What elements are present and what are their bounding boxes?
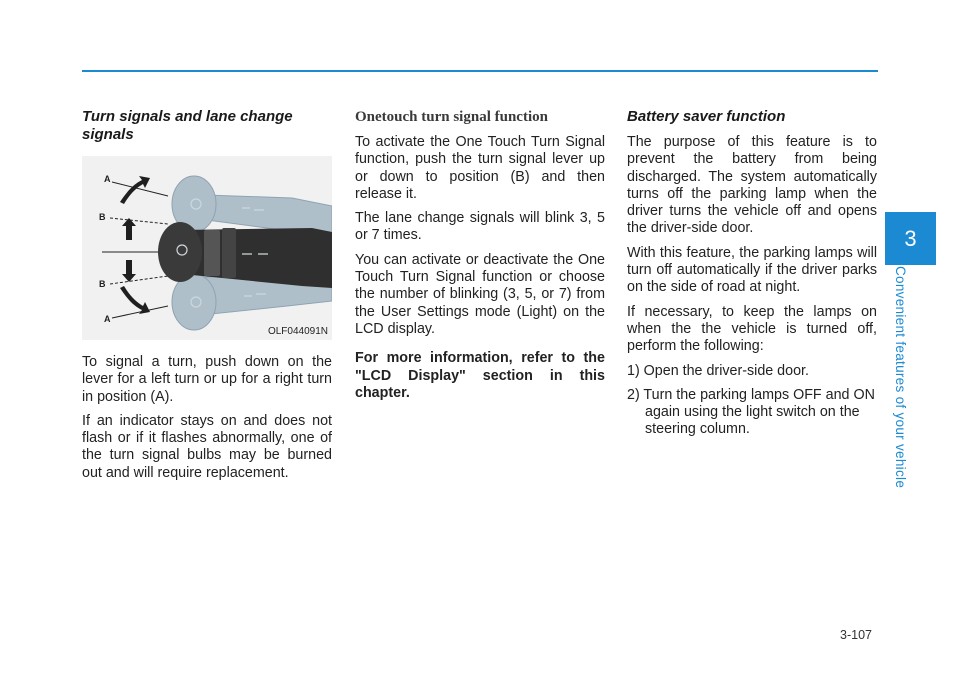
- label-b-top: B: [99, 212, 106, 222]
- heading-onetouch: Onetouch turn signal function: [355, 109, 548, 125]
- lever-illustration: [82, 156, 332, 340]
- label-b-bottom: B: [99, 279, 106, 289]
- heading-battery-saver: Battery saver function: [627, 108, 786, 125]
- step-item: 1) Open the driver-side door.: [627, 362, 809, 379]
- chapter-tab: 3: [885, 212, 936, 265]
- paragraph: To activate the One Touch Turn Signal function, push the turn signal lever up or down to position (B) and then release it.: [355, 134, 605, 202]
- label-a-bottom: A: [104, 314, 111, 324]
- paragraph: With this feature, the parking lamps will turn off automatically if the driver parks on the side of road at night.: [627, 244, 877, 296]
- page-number: 3-107: [840, 628, 872, 642]
- top-rule: [82, 70, 878, 72]
- label-a-top: A: [104, 174, 111, 184]
- column-turn-signals: [82, 108, 332, 489]
- paragraph: The lane change signals will blink 3, 5 or 7 times.: [355, 210, 605, 244]
- heading-turn-signals: Turn signals and lane change signals: [82, 108, 293, 143]
- paragraph: The purpose of this feature is to prevent the battery from being discharged. The system automatically turns off the parking lamp when the driver turns the vehicle off and opens the driver-side door.: [627, 134, 877, 237]
- paragraph: You can activate or deactivate the One Touch Turn Signal function or choose the number of blinking (3, 5, or 7) from the User Settings mode (Light) on the LCD display.: [355, 251, 605, 337]
- column-onetouch: [355, 108, 605, 409]
- paragraph: If necessary, to keep the lamps on when the the vehicle is turned off, perform the following:: [627, 303, 877, 355]
- paragraph: If an indicator stays on and does not flash or if it flashes abnormally, one of the turn signal bulbs may be burned out and will require replacement.: [82, 412, 332, 481]
- figure-caption: OLF044091N: [267, 326, 328, 337]
- chapter-title: Convenient features of your vehicle: [893, 266, 908, 489]
- note-paragraph: For more information, refer to the "LCD Display" section in this chapter.: [355, 350, 605, 401]
- paragraph: To signal a turn, push down on the lever for a left turn or up for a right turn in position (A).: [82, 354, 332, 405]
- lever-figure: [82, 156, 332, 340]
- step-item: 2) Turn the parking lamps OFF and ON again using the light switch on the steering column.: [627, 386, 875, 438]
- column-battery-saver: [627, 108, 877, 446]
